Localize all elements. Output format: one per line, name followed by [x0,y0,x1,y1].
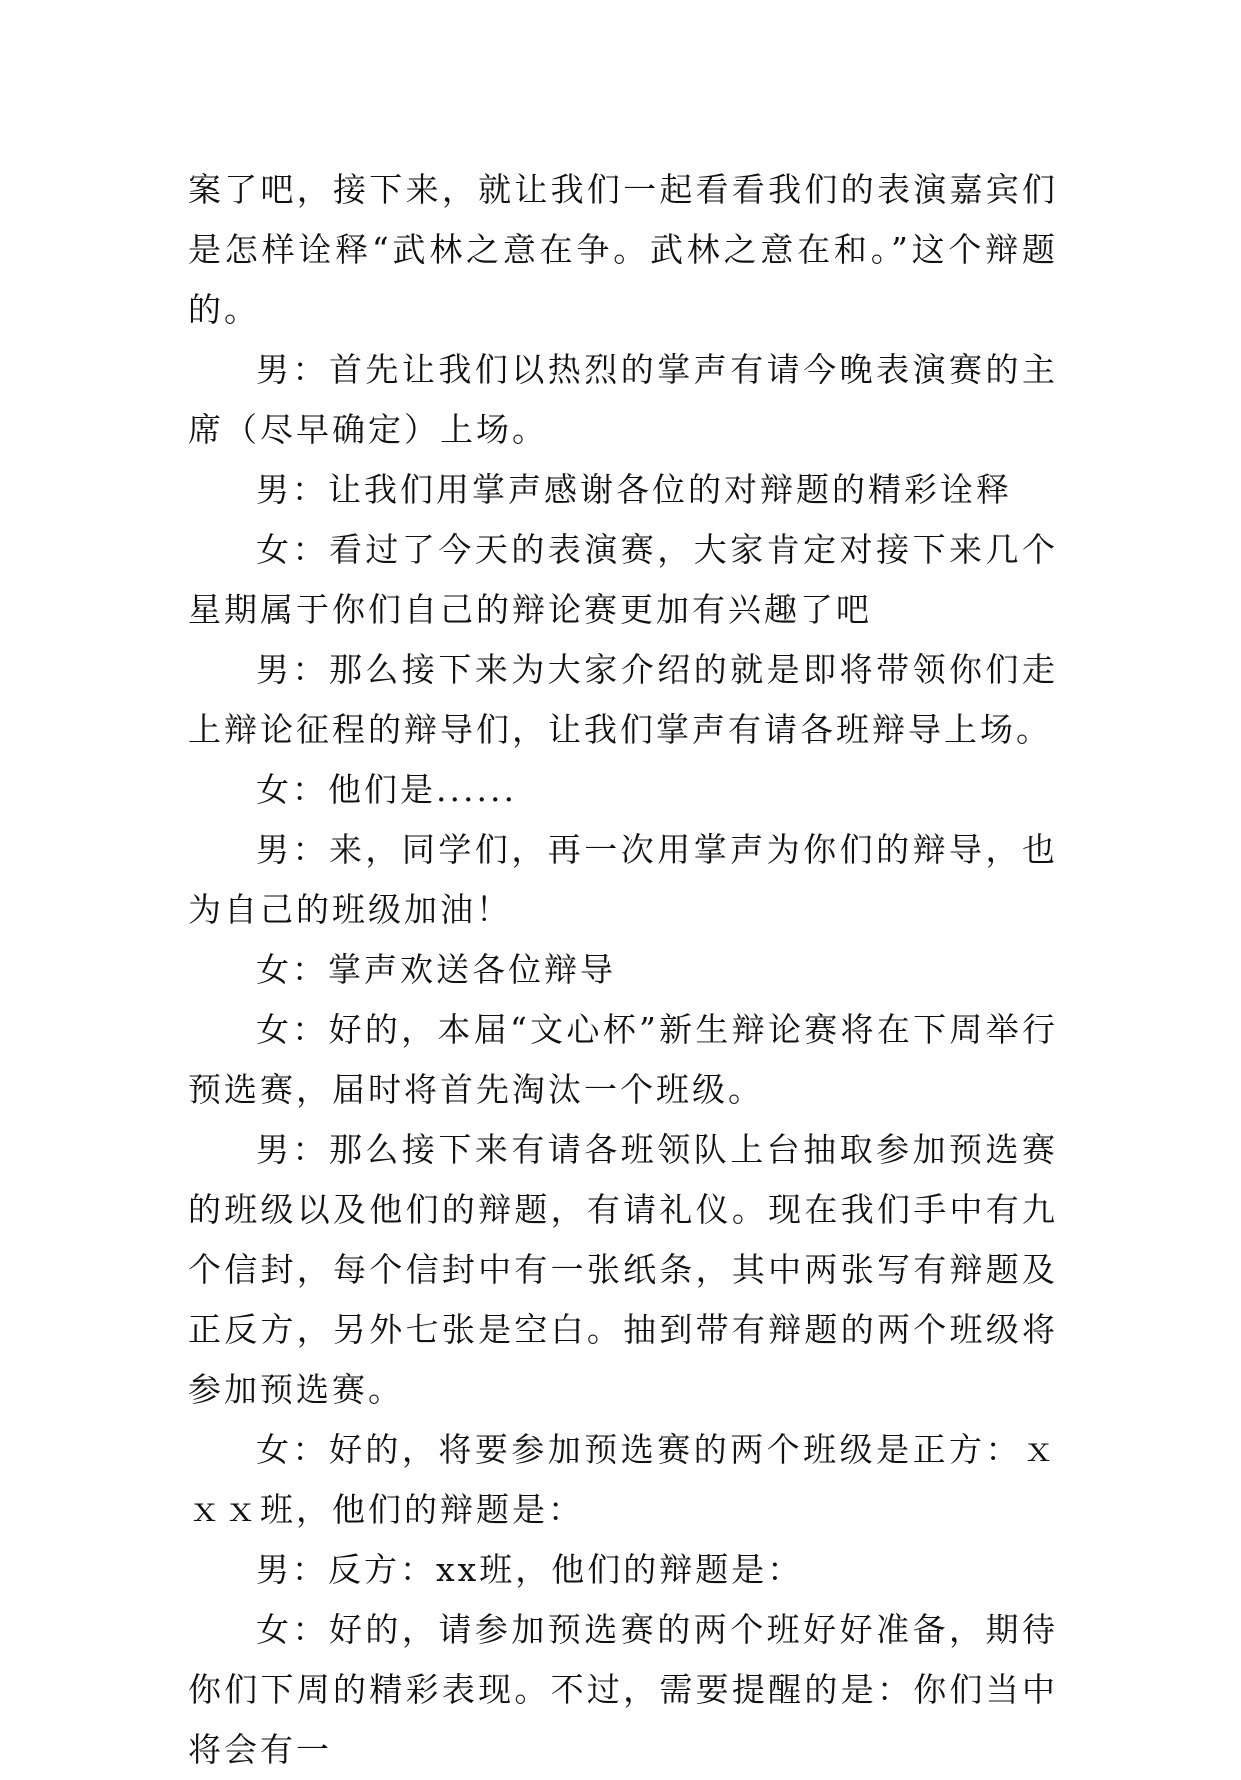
paragraph: 女：他们是...... [256,770,517,809]
paragraph: 男：那么接下来为大家介绍的就是即将带领你们走上辩论征程的辩导们，让我们掌声有请各班辩导上场。 [188,650,1058,749]
paragraph: 女：看过了今天的表演赛，大家肯定对接下来几个星期属于你们自己的辩论赛更加有兴趣了吧 [188,530,1058,629]
paragraph: 案了吧，接下来，就让我们一起看看我们的表演嘉宾们是怎样诠释“武林之意在争。武林之意在和。”这个辩题的。 [188,170,1058,329]
paragraph: 女：好的，本届“文心杯”新生辩论赛将在下周举行预选赛，届时将首先淘汰一个班级。 [188,1010,1058,1109]
paragraph: 女：掌声欢送各位辩导 [256,950,616,989]
paragraph: 男：让我们用掌声感谢各位的对辩题的精彩诠释 [256,470,1012,509]
paragraph: 女：好的，将要参加预选赛的两个班级是正方：ｘｘｘ班，他们的辩题是： [188,1430,1058,1529]
paragraph: 女：好的，请参加预选赛的两个班好好准备，期待你们下周的精彩表现。不过，需要提醒的是：你们当中将会有一 [188,1610,1058,1769]
paragraph: 男：反方：xx班，他们的辩题是： [256,1550,804,1589]
body-text [188,160,1058,1780]
paragraph: 男：来，同学们，再一次用掌声为你们的辩导，也为自己的班级加油！ [188,830,1058,929]
paragraph: 男：那么接下来有请各班领队上台抽取参加预选赛的班级以及他们的辩题，有请礼仪。现在我们手中有九个信封，每个信封中有一张纸条，其中两张写有辩题及正反方，另外七张是空白。抽到带有辩题的两个班级将参加预选赛。 [188,1130,1058,1409]
paragraph: 男：首先让我们以热烈的掌声有请今晚表演赛的主席（尽早确定）上场。 [188,350,1058,449]
